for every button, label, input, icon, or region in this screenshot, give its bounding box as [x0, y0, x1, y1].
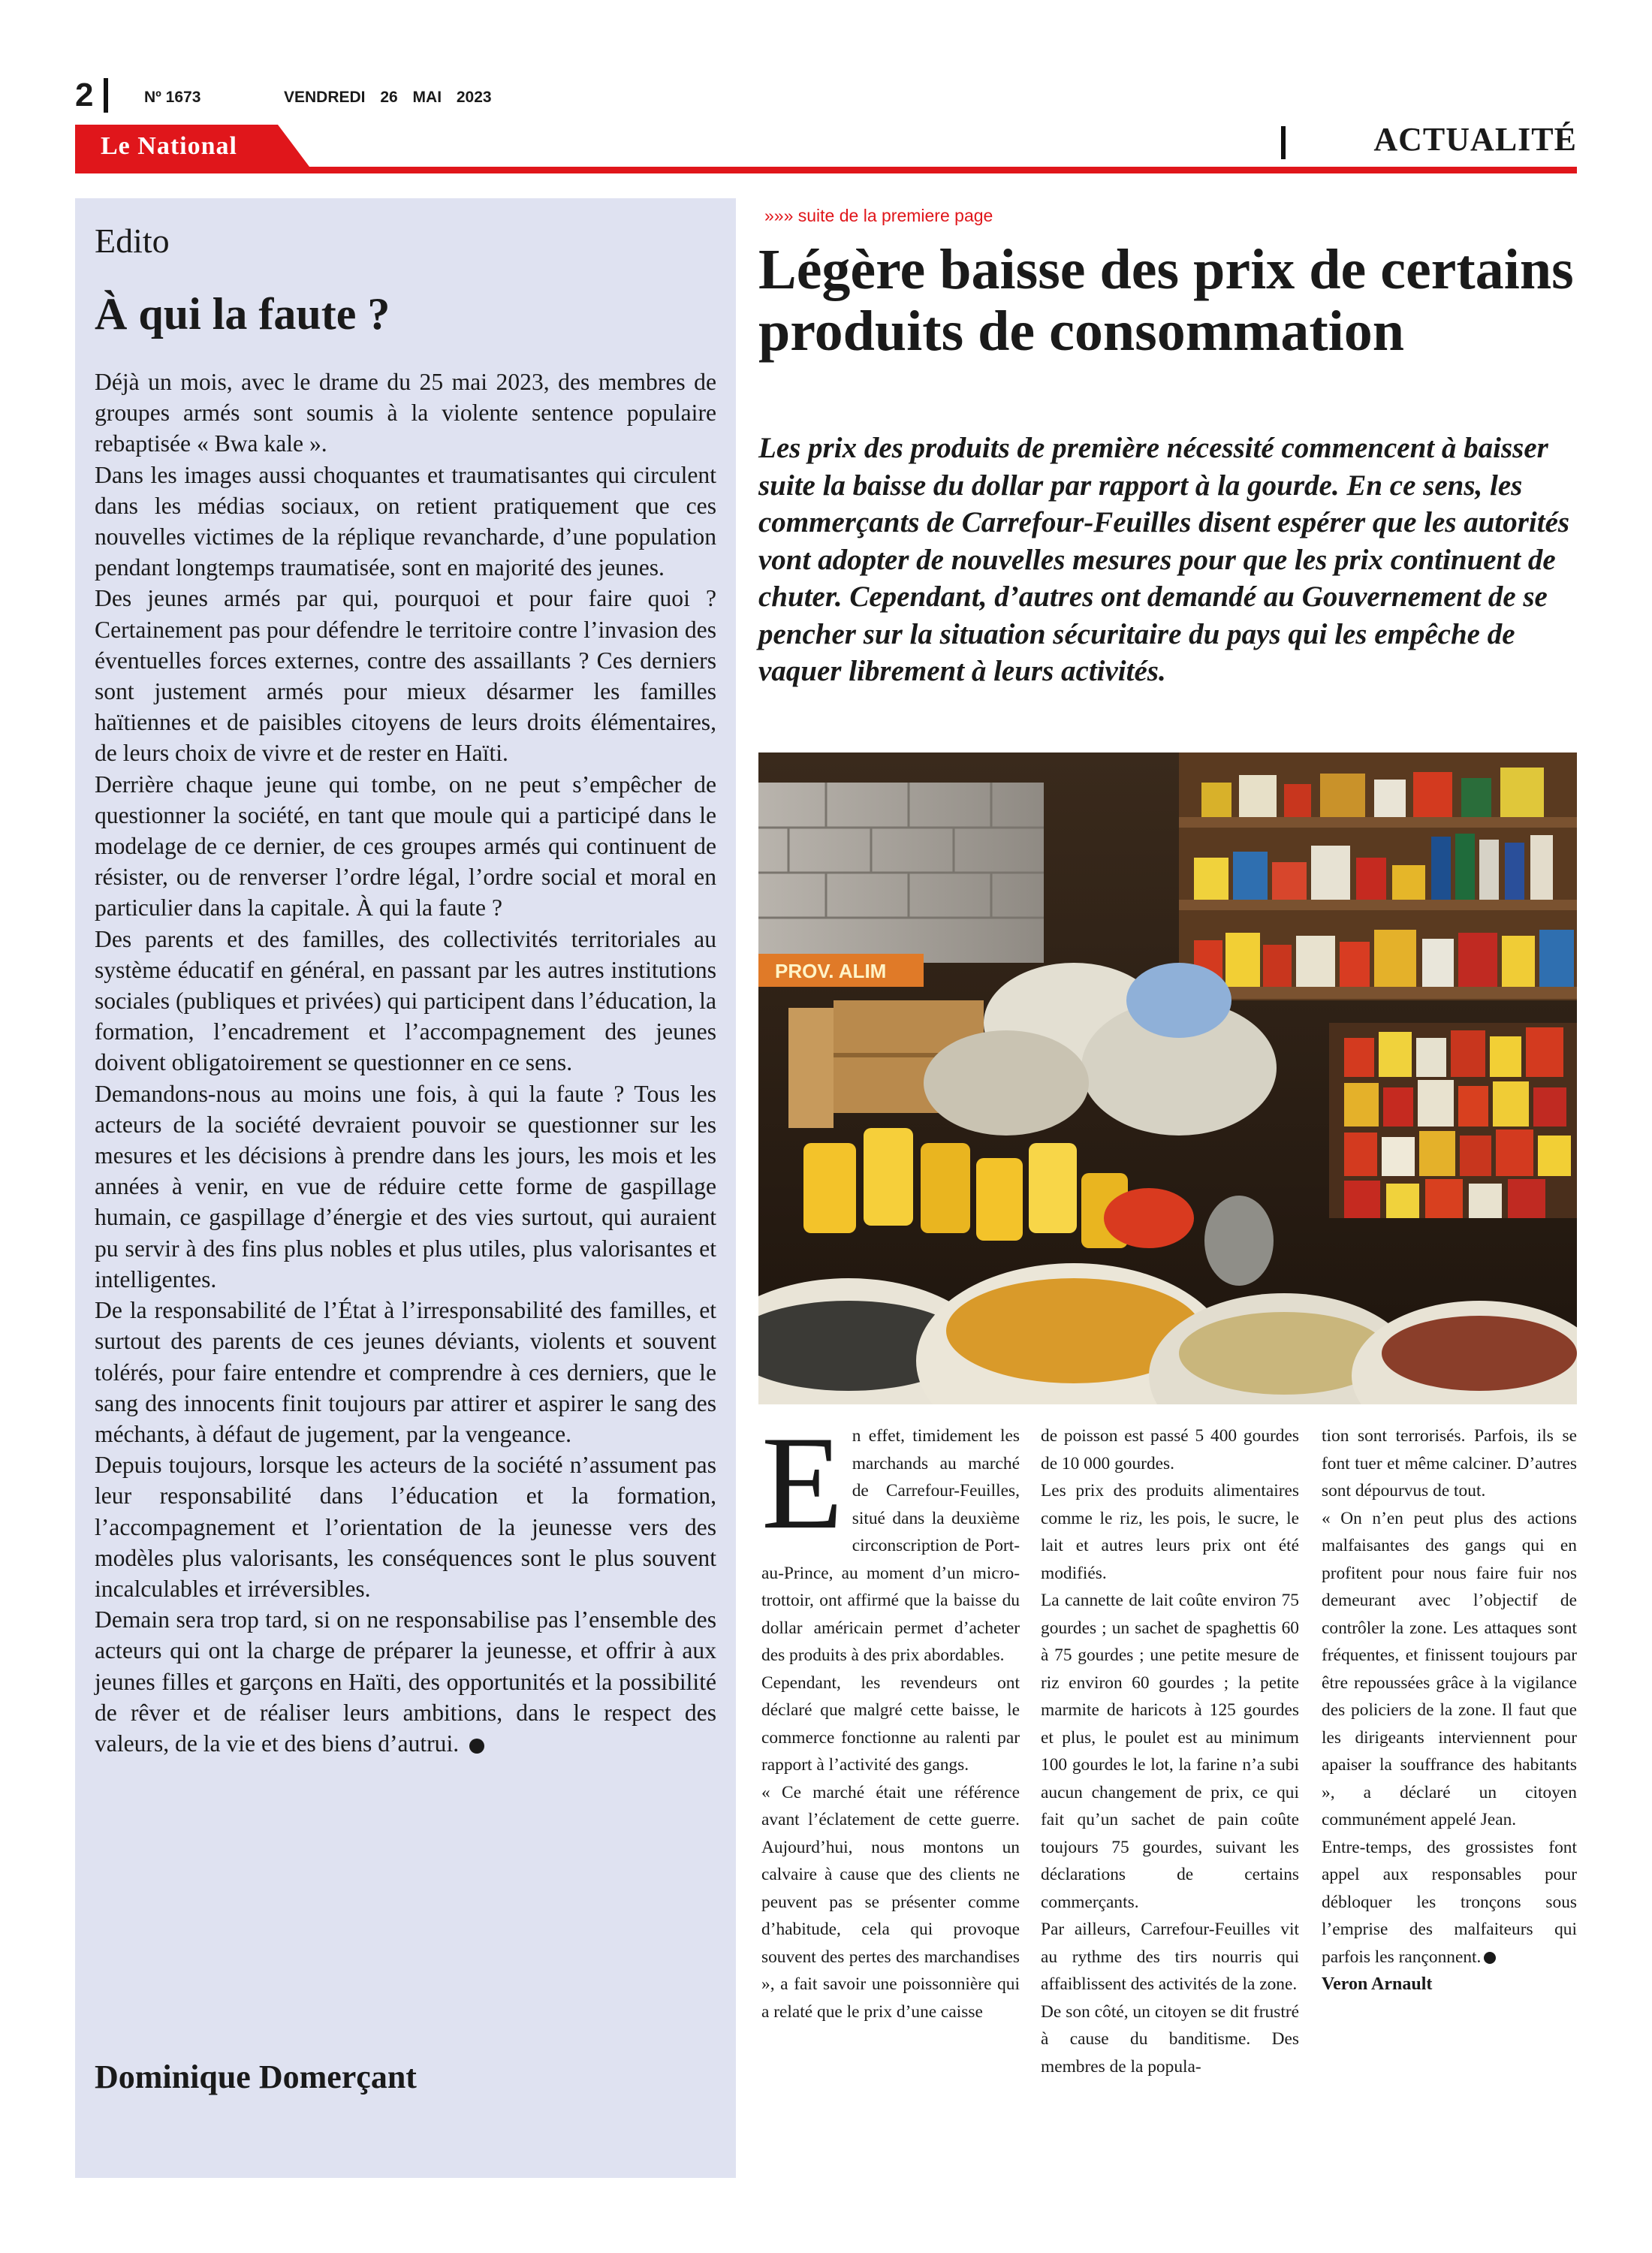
market-photo	[758, 753, 1577, 1404]
drop-cap: E	[761, 1408, 843, 1557]
edito-paragraph: Demandons-nous au moins une fois, à qui la faute ? Tous les acteurs de la société devraient pouvoir se questionner sur les mesures et les décisions à prendre dans les jours, les mois et les années à venir, en vue de réduire cette forme de gaspillage humain, ce gaspillage d’énergie et des vies surtout, qui auraient pu servir à des fins plus nobles et plus utiles, plus valorisantes et intelligentes.	[95, 1080, 716, 1292]
article-paragraph: Les prix des produits alimentaires comme le riz, les pois, le sucre, le lait et autres leurs prix ont été modifiés.	[1041, 1481, 1299, 1583]
section-divider	[1281, 126, 1286, 159]
edito-paragraph: Des parents et des familles, des collectivités territoriales au système éducatif en général, en passant par les autres institutions sociales (publiques et privées) qui participent dans l’éducation, la formation, l’encadrement et l’accompagnement des jeunes doivent obligatoirement se questionner en ce sens.	[95, 925, 716, 1076]
page-number: 2	[75, 77, 94, 113]
edito-body	[95, 366, 716, 1759]
photo-sign: PROV. ALIM	[775, 960, 887, 982]
article-column-2	[1041, 1422, 1299, 2080]
article-paragraph: « Ce marché était une référence avant l’éclatement de cette guerre. Aujourd’hui, nous montons un calvaire à cause que des clients ne peuvent pas se présenter comme d’habitude, cela qui provoque souvent des pertes des marchandises », a fait savoir une poissonnière qui a relaté que le prix d’une caisse	[761, 1782, 1020, 2022]
edito-paragraph-text: Demain sera trop tard, si on ne responsabilise pas l’ensemble des acteurs qui ont la charge de préparer la jeunesse, et offrir à aux jeunes filles et garçons en Haïti, des opportunités et la possibilité de rêver et de réaliser leurs ambitions, dans le respect des valeurs, de la vie et des biens d’autrui.	[95, 1606, 716, 1757]
edito-paragraph: Derrière chaque jeune qui tombe, on ne peut s’empêcher de questionner la société, en tant que moule qui a participé dans le modelage de ce dernier, de ces groupes armés qui continuent de résister, ou de renverser l’ordre légal, l’ordre social et moral en particulier dans la capitale. À qui la faute ?	[95, 771, 716, 921]
article-column-1	[761, 1408, 1020, 2025]
edito-paragraph: Déjà un mois, avec le drame du 25 mai 2023, des membres de groupes armés sont soumis à la violente sentence populaire rebaptisée « Bwa kale ».	[95, 369, 716, 457]
page-number-divider	[104, 78, 108, 113]
edito-paragraph: Des jeunes armés par qui, pourquoi et pour faire quoi ? Certainement pas pour défendre le territoire contre l’invasion des éventuelles forces externes, contre des assaillants ? Ces derniers sont justement armés pour mieux désarmer les familles haïtiennes et de paisibles citoyens de leurs droits élémentaires, de leurs choix de vivre et de rester en Haïti.	[95, 585, 716, 767]
article-paragraph: De son côté, un citoyen se dit frustré à cause du banditisme. Des membres de la popula-	[1041, 2001, 1299, 2077]
section-name: ACTUALITÉ	[1373, 121, 1577, 158]
edito-paragraph: Depuis toujours, lorsque les acteurs de la société n’assument pas leur responsabilité dans l’éducation et la formation, l’accompagnement et l’orientation de la jeunesse vers des modèles plus valorisants, les conséquences sont le plus souvent incalculables et irréversibles.	[95, 1452, 716, 1602]
edito-paragraph-last	[95, 1604, 716, 1759]
edito-label: Edito	[95, 222, 170, 260]
article-byline: Veron Arnault	[1322, 1974, 1433, 1994]
article-paragraph: La cannette de lait coûte environ 75 gourdes ; un sachet de spaghettis 60 à 75 gourdes ; une petite mesure de riz environ 60 gourdes ; la petite marmite de haricots à 125 gourdes et plus, le poulet est au minimum 100 gourdes le lot, la farine n’a subi aucun changement de prix, ce qui fait qu’un sachet de pain coûte toujours 75 gourdes, suivant les déclarations de certains commerçants.	[1041, 1591, 1299, 1912]
article-paragraph: tion sont terrorisés. Parfois, ils se font tuer et même calciner. D’autres sont dépourvus de tout.	[1322, 1426, 1577, 1500]
article-paragraph-last	[1322, 1834, 1577, 1971]
edito-author: Dominique Domerçant	[95, 2058, 417, 2095]
issue-date: VENDREDI 26 MAI 2023	[284, 89, 492, 106]
brand-tab	[75, 125, 314, 173]
edito-title: À qui la faute ?	[95, 289, 390, 339]
article-paragraph: Cependant, les revendeurs ont déclaré que malgré cette baisse, le commerce fonctionne au ralenti par rapport à l’activité des gangs.	[761, 1672, 1020, 1775]
article-paragraph-first	[761, 1408, 1020, 1669]
edito-box	[75, 198, 736, 2178]
article-headline: Légère baisse des prix de certains produits de consommation	[758, 238, 1574, 363]
end-mark-icon	[1484, 1952, 1496, 1964]
article-paragraph-text: Entre-temps, des grossistes font appel aux responsables pour débloquer les tronçons sous l’emprise des malfaiteurs qui parfois les rançonnent.	[1322, 1837, 1577, 1967]
article-paragraph-text: n effet, timidement les marchands au marché de Carrefour-Feuilles, situé dans la deuxième circonscription de Port-au-Prince, au moment d’un micro-trottoir, ont affirmé que la baisse du dollar américain permet d’acheter des produits à des prix abordables.	[761, 1426, 1020, 1665]
brand-name: Le National	[101, 132, 237, 160]
edito-paragraph: De la responsabilité de l’État à l’irresponsabilité des familles, et surtout des parents de ces jeunes déviants, violents et souvent tolérés, pour faire entendre et comprendre à ces derniers, que le sang des innocents finit toujours par attirer et aspirer le sang des méchants, à défaut de jugement, par la vengeance.	[95, 1297, 716, 1447]
article-paragraph: « On n’en peut plus des actions malfaisantes des gangs qui en profitent pour nous faire fuir nos demeurant avec l’objectif de contrôler la zone. Les attaques sont fréquentes, et finissent toujours par être repoussées grâce à la vigilance des policiers de la zone. Il faut que les dirigeants interviennent pour apaiser la souffrance des habitants », a déclaré un citoyen communément appelé Jean.	[1322, 1508, 1577, 1829]
market-photo-illustration	[758, 753, 1577, 1404]
article-lead: Les prix des produits de première nécessité commencent à baisser suite la baisse du dollar par rapport à la gourde. En ce sens, les commerçants de Carrefour-Feuilles disent espérer que les autorités vont adopter de nouvelles mesures pour que les prix continuent de chuter. Cependant, d’autres ont demandé au Gouvernement de se pencher sur la situation sécuritaire du pays qui les empêche de vaquer librement à leurs activités.	[758, 432, 1570, 687]
page-number-block	[75, 77, 108, 114]
article-paragraph: Par ailleurs, Carrefour-Feuilles vit au rythme des tirs nourris qui affaiblissent des activités de la zone.	[1041, 1920, 1299, 1994]
article-kicker: »»» suite de la premiere page	[764, 206, 993, 225]
article-column-3	[1322, 1422, 1577, 1998]
article-paragraph: de poisson est passé 5 400 gourdes de 10 000 gourdes.	[1041, 1426, 1299, 1473]
edito-paragraph: Dans les images aussi choquantes et traumatisantes qui circulent dans les médias sociaux, on retient pratiquement que ces nouvelles victimes de la réplique revancharde, d’une population pendant longtemps traumatisée, sont en majorité des jeunes.	[95, 461, 716, 581]
end-mark-icon	[469, 1739, 484, 1754]
issue-number: Nº 1673	[144, 89, 201, 106]
